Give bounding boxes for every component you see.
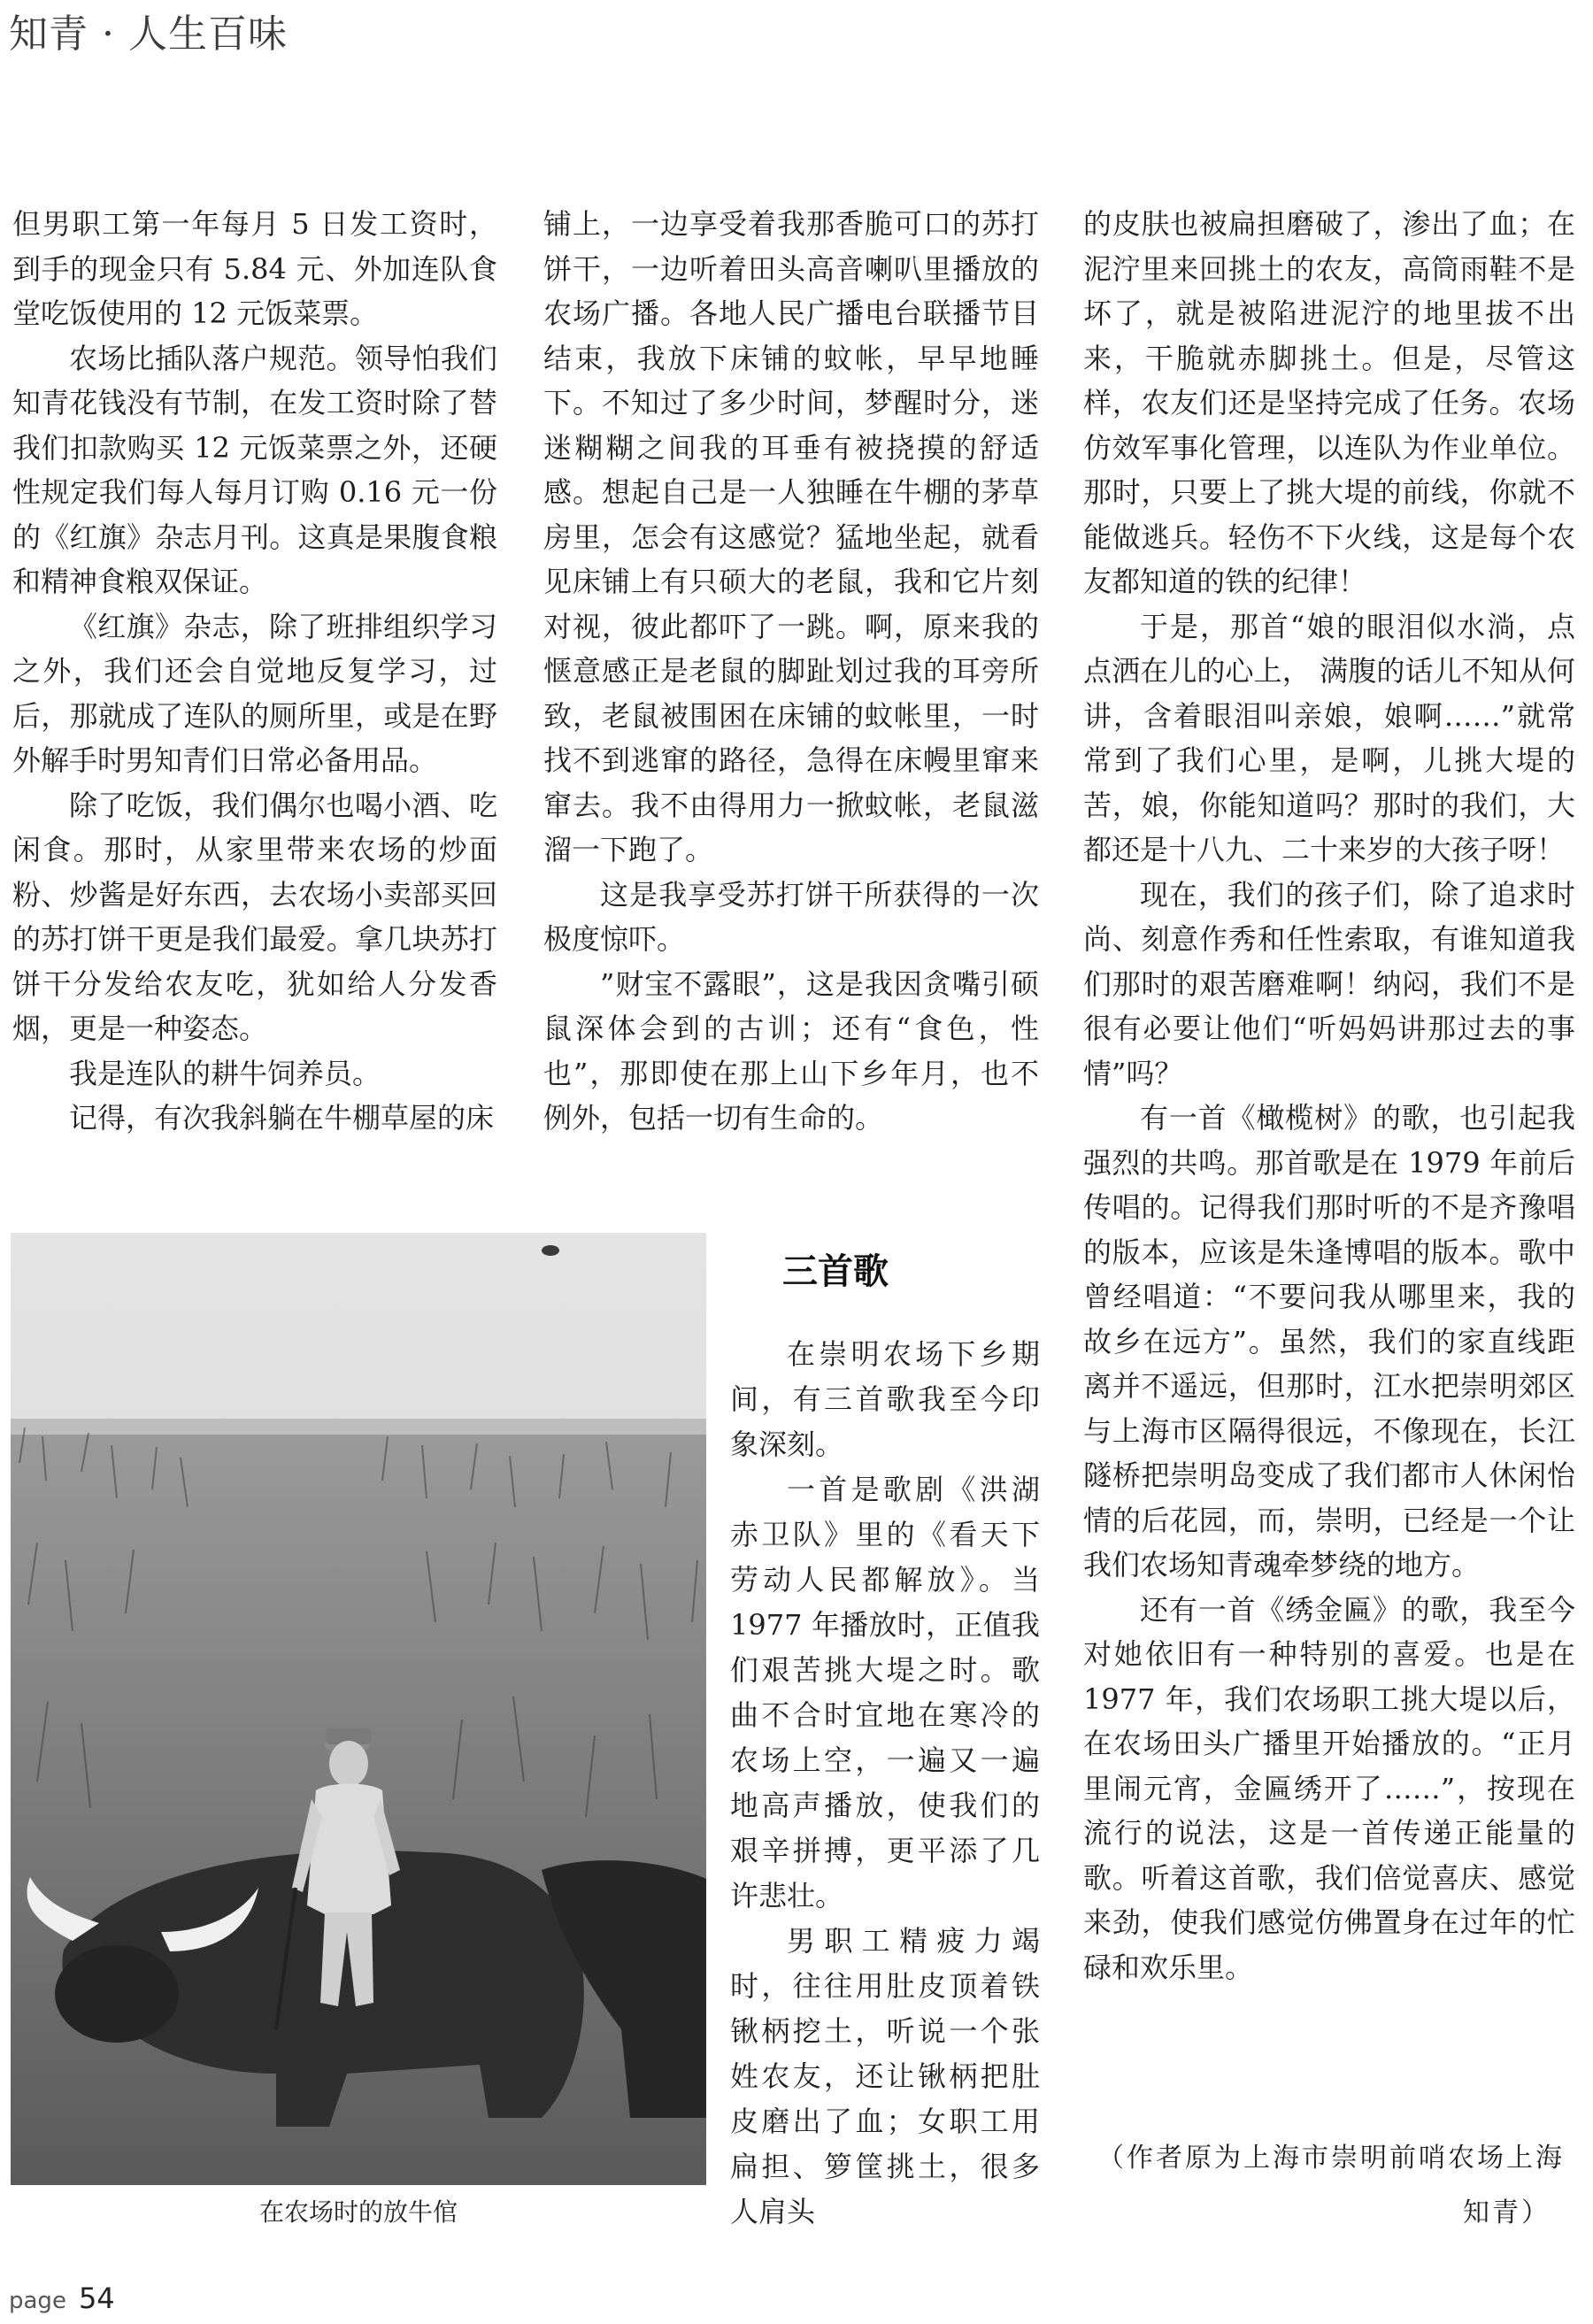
paragraph: 于是，那首“娘的眼泪似水淌，点点洒在儿的心上， 满腹的话儿不知从何讲，含着眼泪叫亲娘，娘啊……”就常常到了我们心里，是啊，儿挑大堤的苦，娘，你能知道吗？那时的我们，大都还是十八九、二十来岁的大孩子呀！ xyxy=(1083,609,1575,866)
paragraph: 这是我享受苏打饼干所获得的一次极度惊吓。 xyxy=(543,877,1039,956)
paragraph: 我是连队的耕牛饲养员。 xyxy=(69,1056,381,1090)
paragraph: 铺上，一边享受着我那香脆可口的苏打饼干，一边听着田头高音喇叭里播放的农场广播。各地人民广播电台联播节目结束，我放下床铺的蚊帐，早早地睡下。不知过了多少时间，梦醒时分，迷迷糊糊之间我的耳垂有被挠摸的舒适感。想起自己是一人独睡在牛棚的茅草房里，怎会有这感觉？猛地坐起，就看见床铺上有只硕大的老鼠，我和它片刻对视，彼此都吓了一跳。啊，原来我的惬意感正是老鼠的脚趾划过我的耳旁所致，老鼠被围困在床铺的蚊帐里，一时找不到逃窜的路径，急得在床幔里窜来窜去。我不由得用力一掀蚊帐，老鼠滋溜一下跑了。 xyxy=(543,207,1039,866)
author-note-line-2: 知青） xyxy=(1463,2197,1551,2228)
paragraph: 还有一首《绣金匾》的歌，我至今对她依旧有一种特别的喜爱。也是在 1977 年，我们农场职工挑大堤以后，在农场田头广播里开始播放的。“正月里闹元宵，金匾绣开了……”，按现在流行的说法，这是一首传递正能量的歌。听着这首歌，我们倍觉喜庆、感觉来劲，使我们感觉仿佛置身在过年的忙碌和欢乐里。 xyxy=(1083,1592,1575,1984)
paragraph: 《红旗》杂志，除了班排组织学习之外，我们还会自觉地反复学习，过后，那就成了连队的厕所里，或是在野外解手时男知青们日常必备用品。 xyxy=(12,609,497,777)
cowherd-photo-drawing xyxy=(11,1233,706,2185)
photo-caption: 在农场时的放牛倌 xyxy=(258,2197,458,2227)
paragraph: 一首是歌剧《洪湖赤卫队》里的《看天下劳动人民都解放》。当 1977 年播放时，正值我们艰苦挑大堤之时。歌曲不合时宜地在寒冷的农场上空，一遍又一遍地高声播放，使我们的艰辛拼搏，更平添了几许悲壮。 xyxy=(730,1473,1040,1912)
text-column-3 xyxy=(1083,202,1575,1989)
paragraph: 除了吃饭，我们偶尔也喝小酒、吃闲食。那时，从家里带来农场的炒面粉、炒酱是好东西，去农场小卖部买回的苏打饼干更是我们最爱。拿几块苏打饼干分发给农友吃，犹如给人分发香烟，更是一种姿态。 xyxy=(12,788,497,1045)
paragraph: 但男职工第一年每月 5 日发工资时，到手的现金只有 5.84 元、外加连队食堂吃饭使用的 12 元饭菜票。 xyxy=(12,207,497,330)
text-column-2 xyxy=(543,202,1039,1141)
page-number: 54 xyxy=(78,2282,115,2315)
paragraph: 记得，有次我斜躺在牛棚草屋的床 xyxy=(69,1101,495,1135)
author-note xyxy=(1097,2131,1575,2241)
paragraph: 有一首《橄榄树》的歌，也引起我强烈的共鸣。那首歌是在 1979 年前后传唱的。记得我们那时听的不是齐豫唱的版本，应该是朱逢博唱的版本。歌中曾经唱道：“不要问我从哪里来，我的故乡在远方”。虽然，我们的家直线距离并不遥远，但那时，江水把崇明郊区与上海市区隔得很远，不像现在，长江隧桥把崇明岛变成了我们都市人休闲怡情的后花园，而，崇明，已经是一个让我们农场知青魂牵梦绕的地方。 xyxy=(1083,1101,1575,1581)
cowherd-photo xyxy=(11,1233,706,2185)
paragraph: 在崇明农场下乡期间，有三首歌我至今印象深刻。 xyxy=(730,1337,1040,1461)
text-column-1 xyxy=(12,202,497,1141)
paragraph: 的皮肤也被扁担磨破了，渗出了血；在泥泞里来回挑土的农友，高筒雨鞋不是坏了，就是被陷进泥泞的地里拔不出来，干脆就赤脚挑土。但是，尽管这样，农友们还是坚持完成了任务。农场仿效军事化管理，以连队为作业单位。那时，只要上了挑大堤的前线，你就不能做逃兵。轻伤不下火线，这是每个农友都知道的铁的纪律！ xyxy=(1083,207,1575,598)
paragraph: 现在，我们的孩子们，除了追求时尚、刻意作秀和任性索取，有谁知道我们那时的艰苦磨难啊！纳闷，我们不是很有必要让他们“听妈妈讲那过去的事情”吗？ xyxy=(1083,877,1575,1090)
text-column-2-lower xyxy=(730,1332,1040,2235)
page-label: page xyxy=(9,2288,66,2314)
page-header-title: 知青 · 人生百味 xyxy=(9,12,288,57)
paragraph: 农场比插队落户规范。领导怕我们知青花钱没有节制，在发工资时除了替我们扣款购买 12 元饭菜票之外，还硬性规定我们每人每月订购 0.16 元一份的《红旗》杂志月刊。这真是果腹食粮和精神食粮双保证。 xyxy=(12,341,497,598)
author-note-line-1: （作者原为上海市崇明前哨农场上海 xyxy=(1097,2143,1565,2174)
page-footer xyxy=(9,2282,115,2315)
paragraph: 男职工精疲力竭时，往往用肚皮顶着铁锹柄挖土，听说一个张姓农友，还让锹柄把肚皮磨出了血；女职工用扁担、箩筐挑土，很多人肩头 xyxy=(730,1924,1040,2228)
paragraph: ”财宝不露眼”，这是我因贪嘴引硕鼠深体会到的古训；还有“食色，性也”，那即使在那上山下乡年月，也不例外，包括一切有生命的。 xyxy=(543,966,1039,1135)
section-title: 三首歌 xyxy=(782,1251,889,1292)
